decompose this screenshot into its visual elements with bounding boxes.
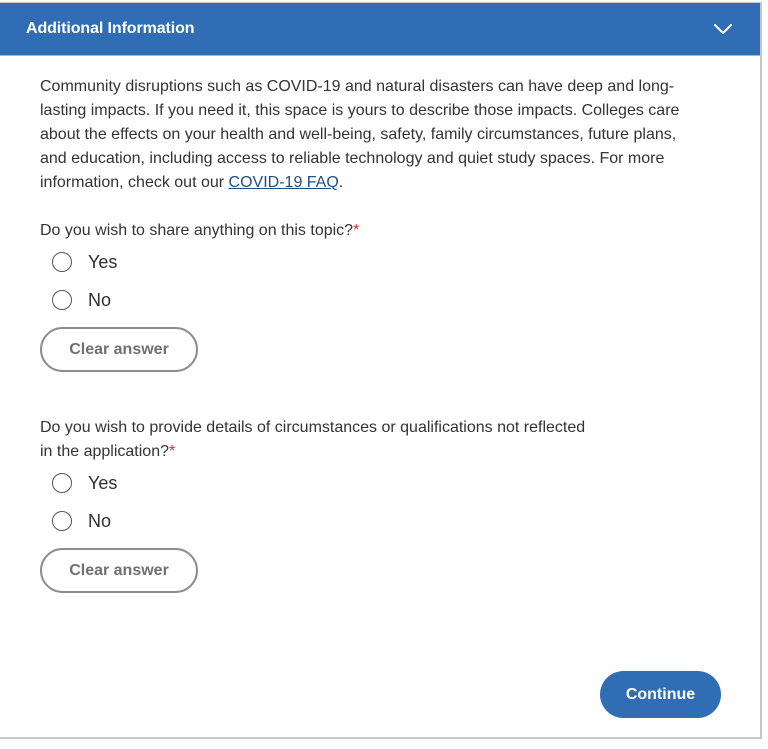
radio-option-no[interactable] — [40, 281, 680, 319]
intro-text-end: . — [338, 174, 344, 191]
required-marker: * — [168, 443, 176, 460]
radio-unselected-icon[interactable] — [52, 252, 72, 272]
radio-unselected-icon[interactable] — [52, 473, 72, 493]
radio-label: No — [88, 289, 112, 310]
radio-option-yes[interactable] — [40, 243, 680, 281]
section-header[interactable] — [0, 3, 760, 56]
question-label — [40, 219, 680, 243]
radio-option-yes[interactable] — [40, 464, 600, 502]
required-marker: * — [353, 222, 360, 239]
radio-unselected-icon[interactable] — [52, 290, 72, 310]
section-content — [40, 75, 680, 593]
chevron-down-icon[interactable] — [708, 14, 738, 44]
radio-label: Yes — [88, 472, 118, 493]
question-additional-details — [40, 416, 600, 593]
radio-unselected-icon[interactable] — [52, 511, 72, 531]
clear-answer-button[interactable]: Clear answer — [40, 327, 198, 372]
radio-option-no[interactable] — [40, 502, 600, 540]
question-share-topic — [40, 219, 680, 372]
radio-group — [40, 243, 680, 319]
question-label — [40, 416, 600, 464]
covid-faq-link[interactable]: COVID-19 FAQ — [228, 174, 339, 191]
radio-label: No — [88, 510, 112, 531]
radio-group — [40, 464, 600, 540]
clear-answer-button[interactable]: Clear answer — [40, 548, 198, 593]
intro-text: Community disruptions such as COVID-19 and natural disasters can have deep and long-lasting impacts. If you need it, this space is yours to describe those impacts. Colleges care about the effects on your health and well-being, safety, family circumstances, future plans, and education, including access to reliable technology and quiet study spaces. For more information, check out our — [40, 78, 680, 191]
intro-paragraph — [40, 75, 680, 195]
continue-button[interactable]: Continue — [600, 671, 721, 718]
radio-label: Yes — [88, 251, 118, 272]
additional-information-panel — [0, 2, 762, 739]
question-text: Do you wish to provide details of circumstances or qualifications not reflected in the application? — [40, 419, 586, 460]
section-title: Additional Information — [26, 20, 195, 37]
question-text: Do you wish to share anything on this topic? — [40, 222, 354, 239]
